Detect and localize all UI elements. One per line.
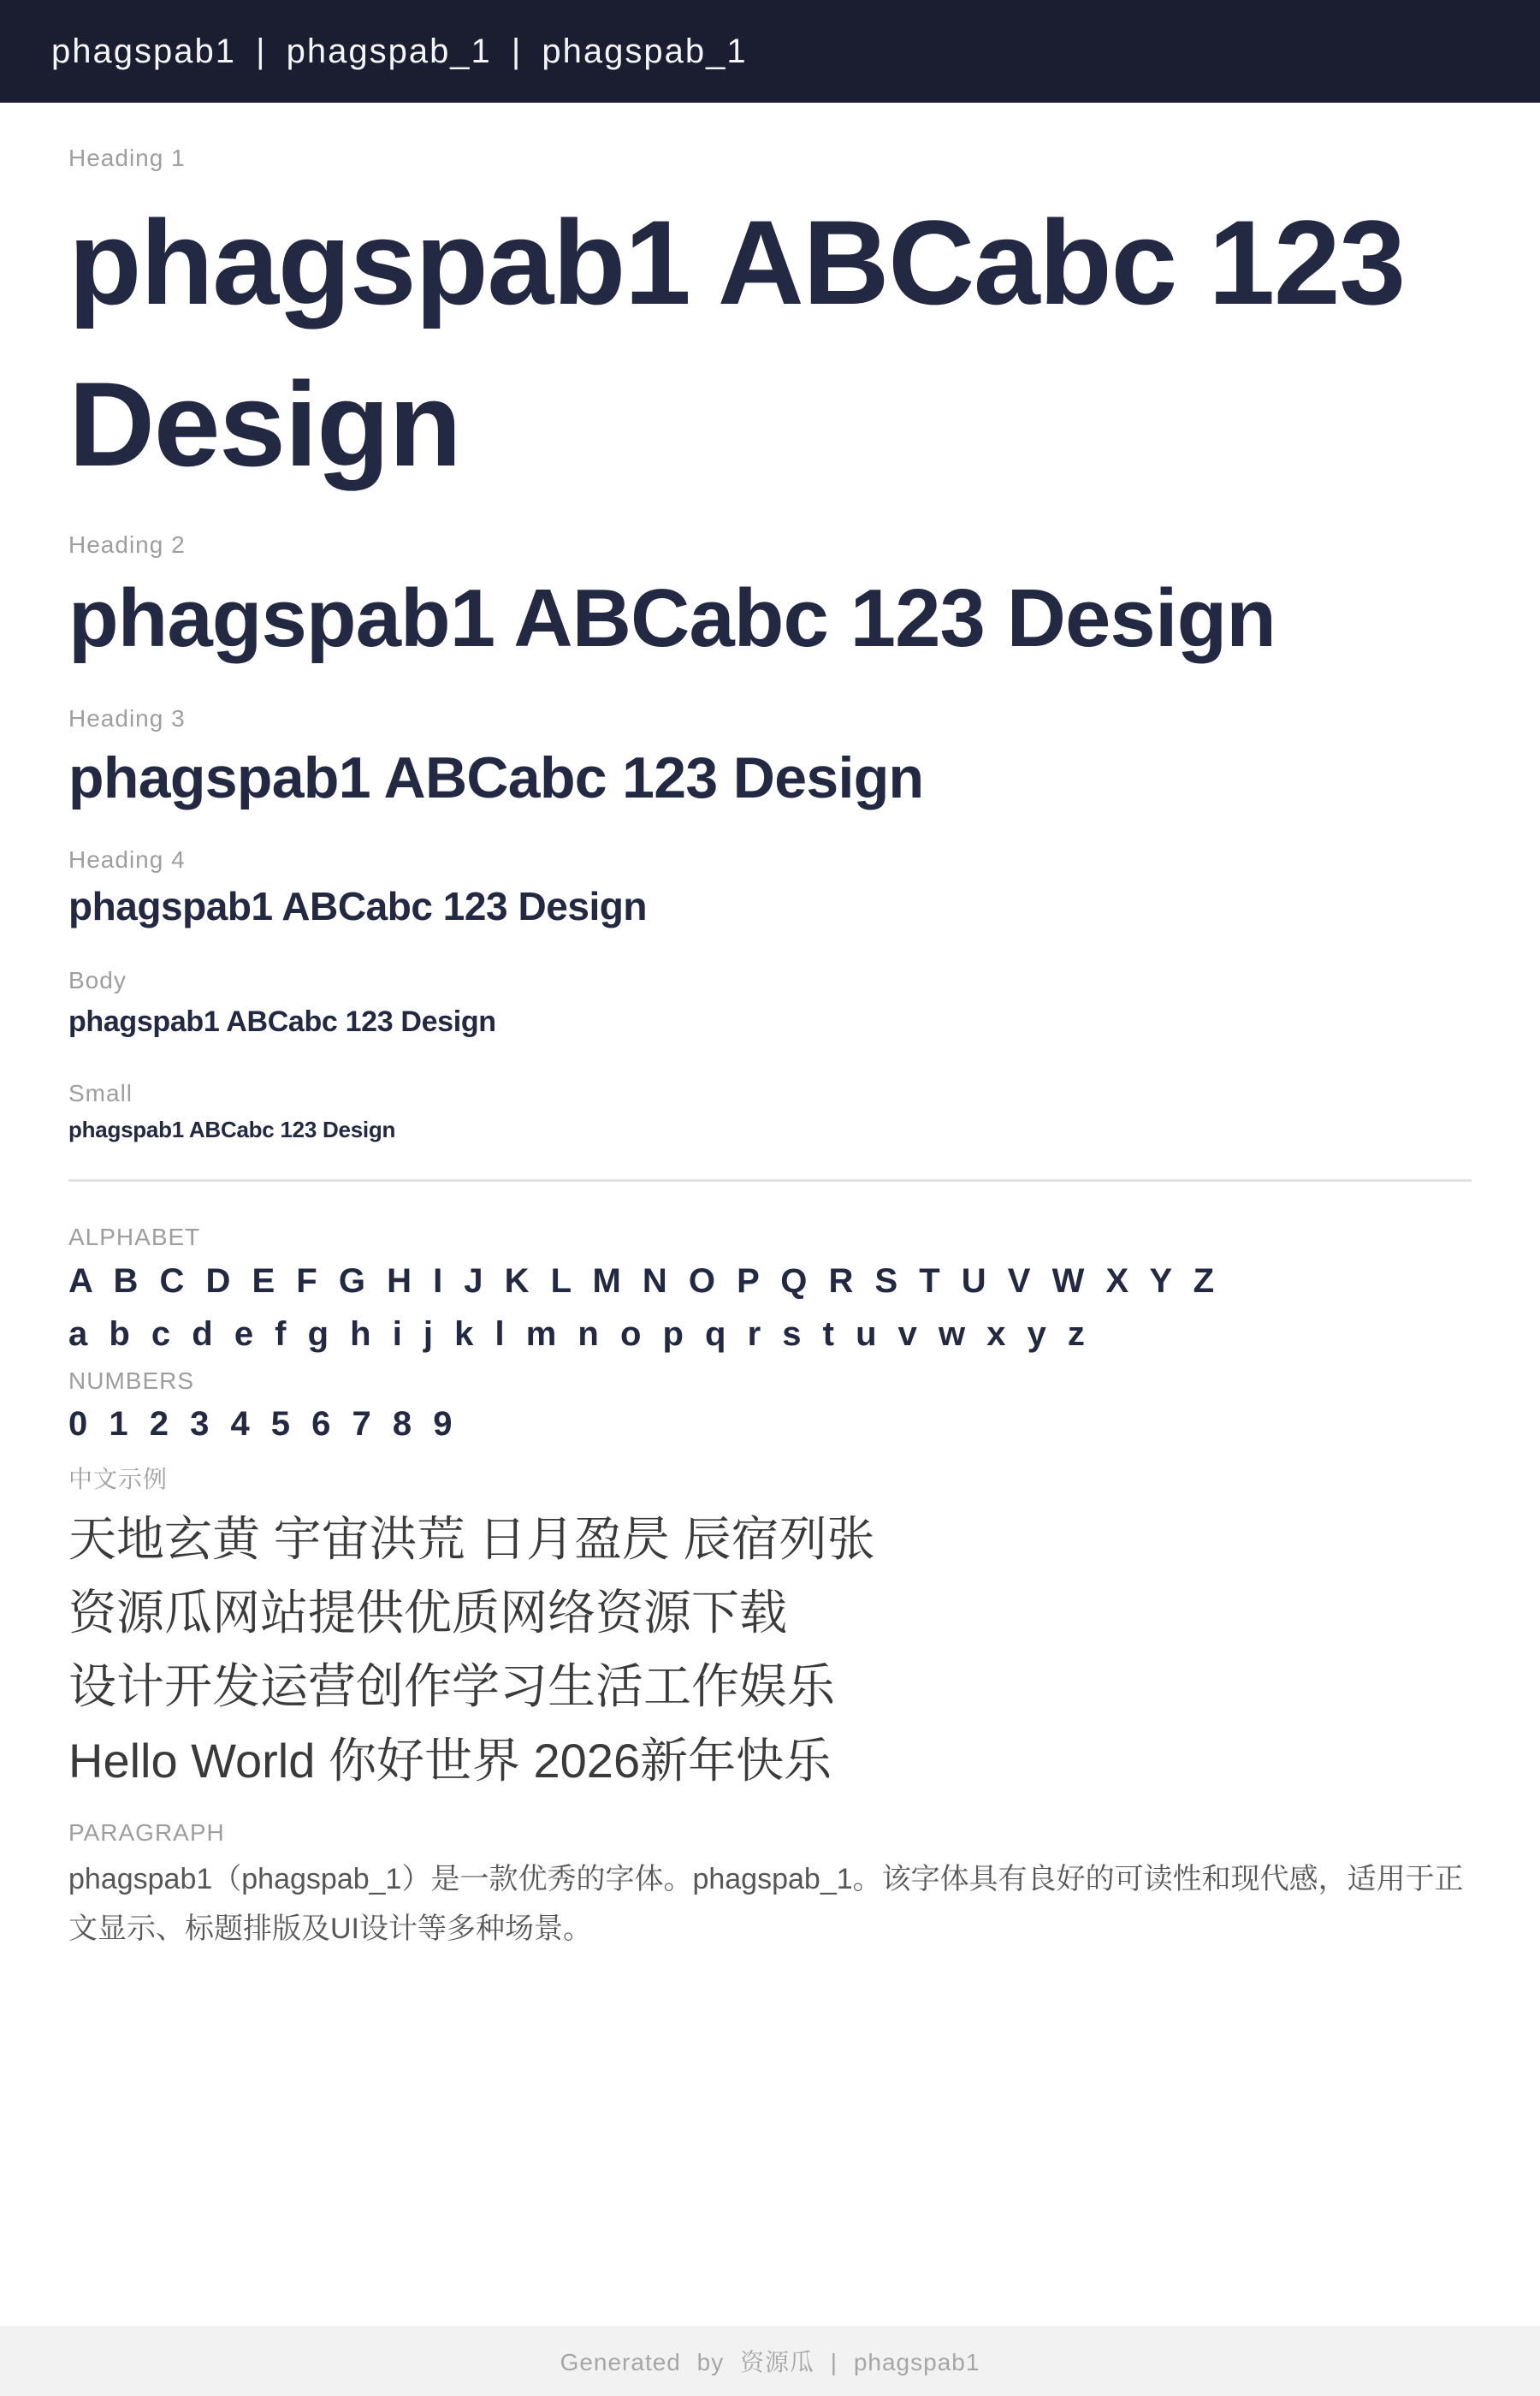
chinese-sample-line: Hello World 你好世界 2026新年快乐 (68, 1733, 832, 1788)
numbers-label: NUMBERS (68, 1367, 195, 1394)
chinese-sample-line: 设计开发运营创作学习生活工作娱乐 (68, 1659, 835, 1714)
chinese-sample-label: 中文示例 (68, 1466, 169, 1493)
paragraph-text: phagspab1（phagspab_1）是一款优秀的字体。phagspab_1。该字体具有良好的可读性和现代感，适用于正文显示、标题排版及UI设计等多种场景。 (68, 1863, 1464, 1946)
paragraph-section (68, 1818, 1472, 1954)
small-sample: phagspab1 ABCabc 123 Design (68, 1117, 396, 1143)
specimen-page (0, 103, 1540, 2326)
chinese-sample-section (68, 1465, 1472, 1798)
chinese-sample-line: 资源瓜网站提供优质网络资源下载 (68, 1586, 787, 1640)
alphabet-label: ALPHABET (68, 1224, 201, 1251)
heading1-sample: phagspab1 ABCabc 123 Design (68, 194, 1405, 491)
paragraph-label: PARAGRAPH (68, 1818, 225, 1846)
glyph-set-section (68, 1223, 1472, 1444)
top-bar-title: phagspab1 | phagspab_1 | phagspab_1 (51, 32, 748, 70)
heading2-sample: phagspab1 ABCabc 123 Design (68, 572, 1276, 665)
heading3-sample: phagspab1 ABCabc 123 Design (68, 744, 924, 810)
footer-text: Generated by 资源瓜 | phagspab1 (560, 2349, 980, 2375)
uppercase-row: A B C D E F G H I J K L M N O P Q R S T U V W X Y Z (68, 1261, 1221, 1300)
body-label: Body (68, 966, 127, 993)
small-label: Small (68, 1079, 133, 1106)
digits-row: 0 1 2 3 4 5 6 7 8 9 (68, 1405, 459, 1444)
top-bar (0, 0, 1540, 103)
section-divider (68, 1179, 1472, 1182)
body-sample: phagspab1 ABCabc 123 Design (68, 1005, 496, 1039)
footer-bar (0, 2326, 1540, 2396)
heading4-label: Heading 4 (68, 845, 186, 873)
chinese-sample-line: 天地玄黄 宇宙洪荒 日月盈昃 辰宿列张 (68, 1511, 875, 1566)
type-scale-section (68, 144, 1472, 1145)
heading4-sample: phagspab1 ABCabc 123 Design (68, 884, 648, 929)
heading1-label: Heading 1 (68, 145, 186, 171)
lowercase-row: a b c d e f g h i j k l m n o p q r s t u v w x y z (68, 1314, 1091, 1353)
heading3-label: Heading 3 (68, 705, 186, 732)
heading2-label: Heading 2 (68, 531, 186, 558)
